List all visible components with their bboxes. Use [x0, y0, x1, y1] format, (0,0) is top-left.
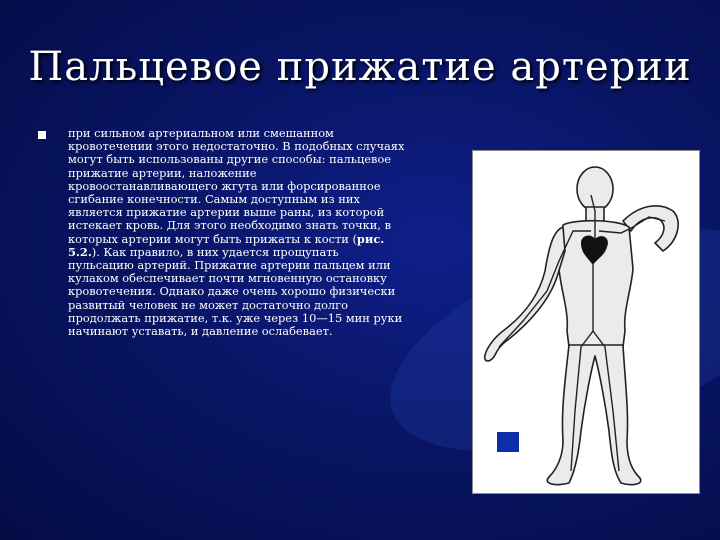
- square-bullet-icon: [38, 131, 46, 139]
- body-text-part2: ). Как правило, в них удается прощупать пульсацию артерий. Прижатие артерии пальцем или кулаком обеспечивает почти мгновенную остановку кровотечения. Однако даже очень хорошо физически развитый человек не может достаточно долго продолжать прижатие, т.к. уже через 10—15 мин руки начинают уставать, и давление ослабевает.: [68, 244, 403, 339]
- accent-square: [496, 431, 520, 453]
- slide-body-text: [68, 127, 408, 338]
- slide-title: Пальцевое прижатие артерии: [28, 44, 692, 90]
- figure-reference: рис. 5.2.: [68, 231, 385, 259]
- body-text-part1: при сильном артериальном или смешанном кровотечении этого недостаточно. В подобных случаях могут быть использованы другие способы: пальцевое прижатие артерии, наложение кровоостанавливающего жгута или форсированное сгибание конечности. Самым доступным из них является прижатие артерии выше раны, из которой истекает кровь. Для этого необходимо знать точки, в которых артерии могут быть прижаты к кости (: [68, 126, 405, 246]
